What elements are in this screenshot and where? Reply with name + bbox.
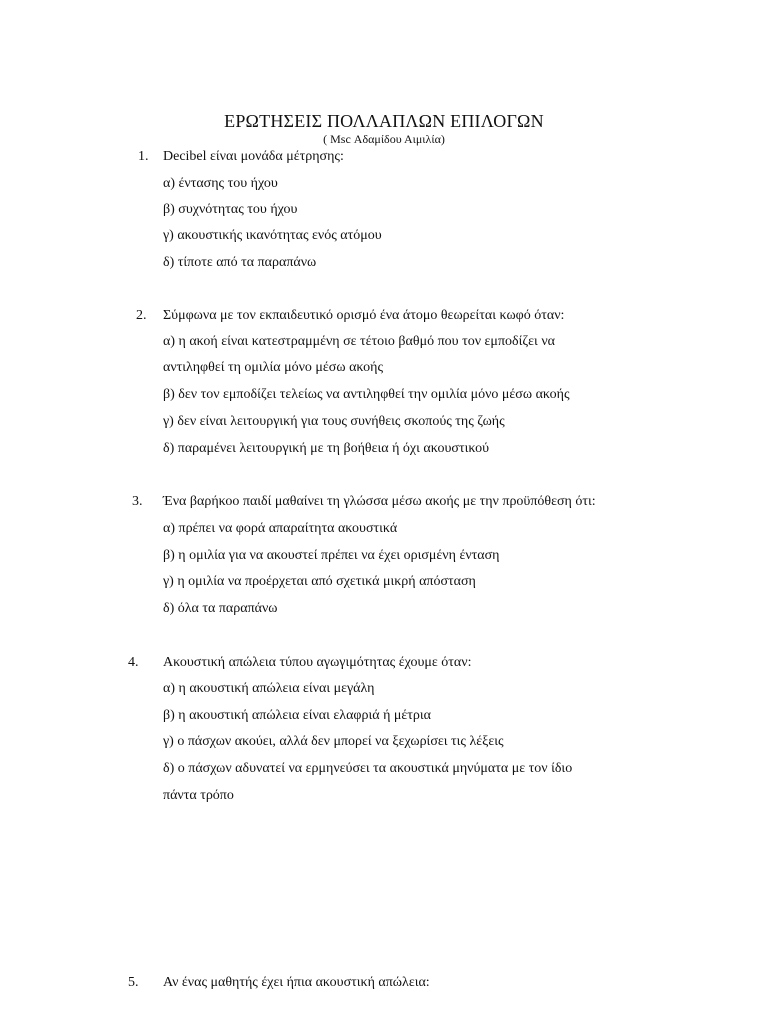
question-text: Ένα βαρήκοο παιδί μαθαίνει τη γλώσσα μέσω ακοής με την προϋπόθεση ότι: [163, 494, 596, 509]
answer-option: γ) η ομιλία να προέρχεται από σχετικά μικρή απόσταση [163, 574, 476, 589]
answer-option: γ) ο πάσχων ακούει, αλλά δεν μπορεί να ξεχωρίσει τις λέξεις [163, 734, 504, 749]
answer-option-continuation: αντιληφθεί τη ομιλία μόνο μέσω ακοής [163, 360, 384, 375]
answer-option: β) συχνότητας του ήχου [163, 202, 298, 217]
answer-option: γ) δεν είναι λειτουργική για τους συνήθεις σκοπούς της ζωής [163, 414, 505, 429]
answer-option: α) έντασης του ήχου [163, 176, 278, 191]
answer-option: δ) ο πάσχων αδυνατεί να ερμηνεύσει τα ακουστικά μηνύματα με τον ίδιο [163, 761, 573, 776]
question-text: Αν ένας μαθητής έχει ήπια ακουστική απώλεια: [163, 975, 430, 990]
question-number: 1. [138, 149, 149, 164]
question-number: 2. [136, 308, 147, 323]
answer-option: β) δεν τον εμποδίζει τελείως να αντιληφθεί την ομιλία μόνο μέσω ακοής [163, 387, 570, 402]
answer-option: α) πρέπει να φορά απαραίτητα ακουστικά [163, 521, 398, 536]
answer-option: δ) τίποτε από τα παραπάνω [163, 255, 317, 270]
question-text: Ακουστική απώλεια τύπου αγωγιμότητας έχουμε όταν: [163, 655, 472, 670]
document-title: ΕΡΩΤΗΣΕΙΣ ΠΟΛΛΑΠΛΩΝ ΕΠΙΛΟΓΩΝ [224, 111, 544, 131]
question-text: Σύμφωνα με τον εκπαιδευτικό ορισμό ένα άτομο θεωρείται κωφό όταν: [163, 308, 565, 323]
answer-option: δ) όλα τα παραπάνω [163, 601, 278, 616]
document-subtitle: ( Msc Αδαμίδου Αιμιλία) [323, 132, 445, 146]
question-number: 4. [128, 655, 139, 670]
answer-option-continuation: πάντα τρόπο [163, 788, 234, 803]
question-number: 3. [132, 494, 143, 509]
answer-option: γ) ακουστικής ικανότητας ενός ατόμου [163, 228, 382, 243]
answer-option: α) η ακουστική απώλεια είναι μεγάλη [163, 681, 375, 696]
answer-option: δ) παραμένει λειτουργική με τη βοήθεια ή όχι ακουστικού [163, 441, 490, 456]
question-text: Decibel είναι μονάδα μέτρησης: [163, 149, 344, 164]
answer-option: β) η ομιλία για να ακουστεί πρέπει να έχει ορισμένη ένταση [163, 548, 500, 563]
answer-option: β) η ακουστική απώλεια είναι ελαφριά ή μέτρια [163, 708, 431, 723]
question-number: 5. [128, 975, 139, 990]
answer-option: α) η ακοή είναι κατεστραμμένη σε τέτοιο βαθμό που τον εμποδίζει να [163, 334, 555, 349]
